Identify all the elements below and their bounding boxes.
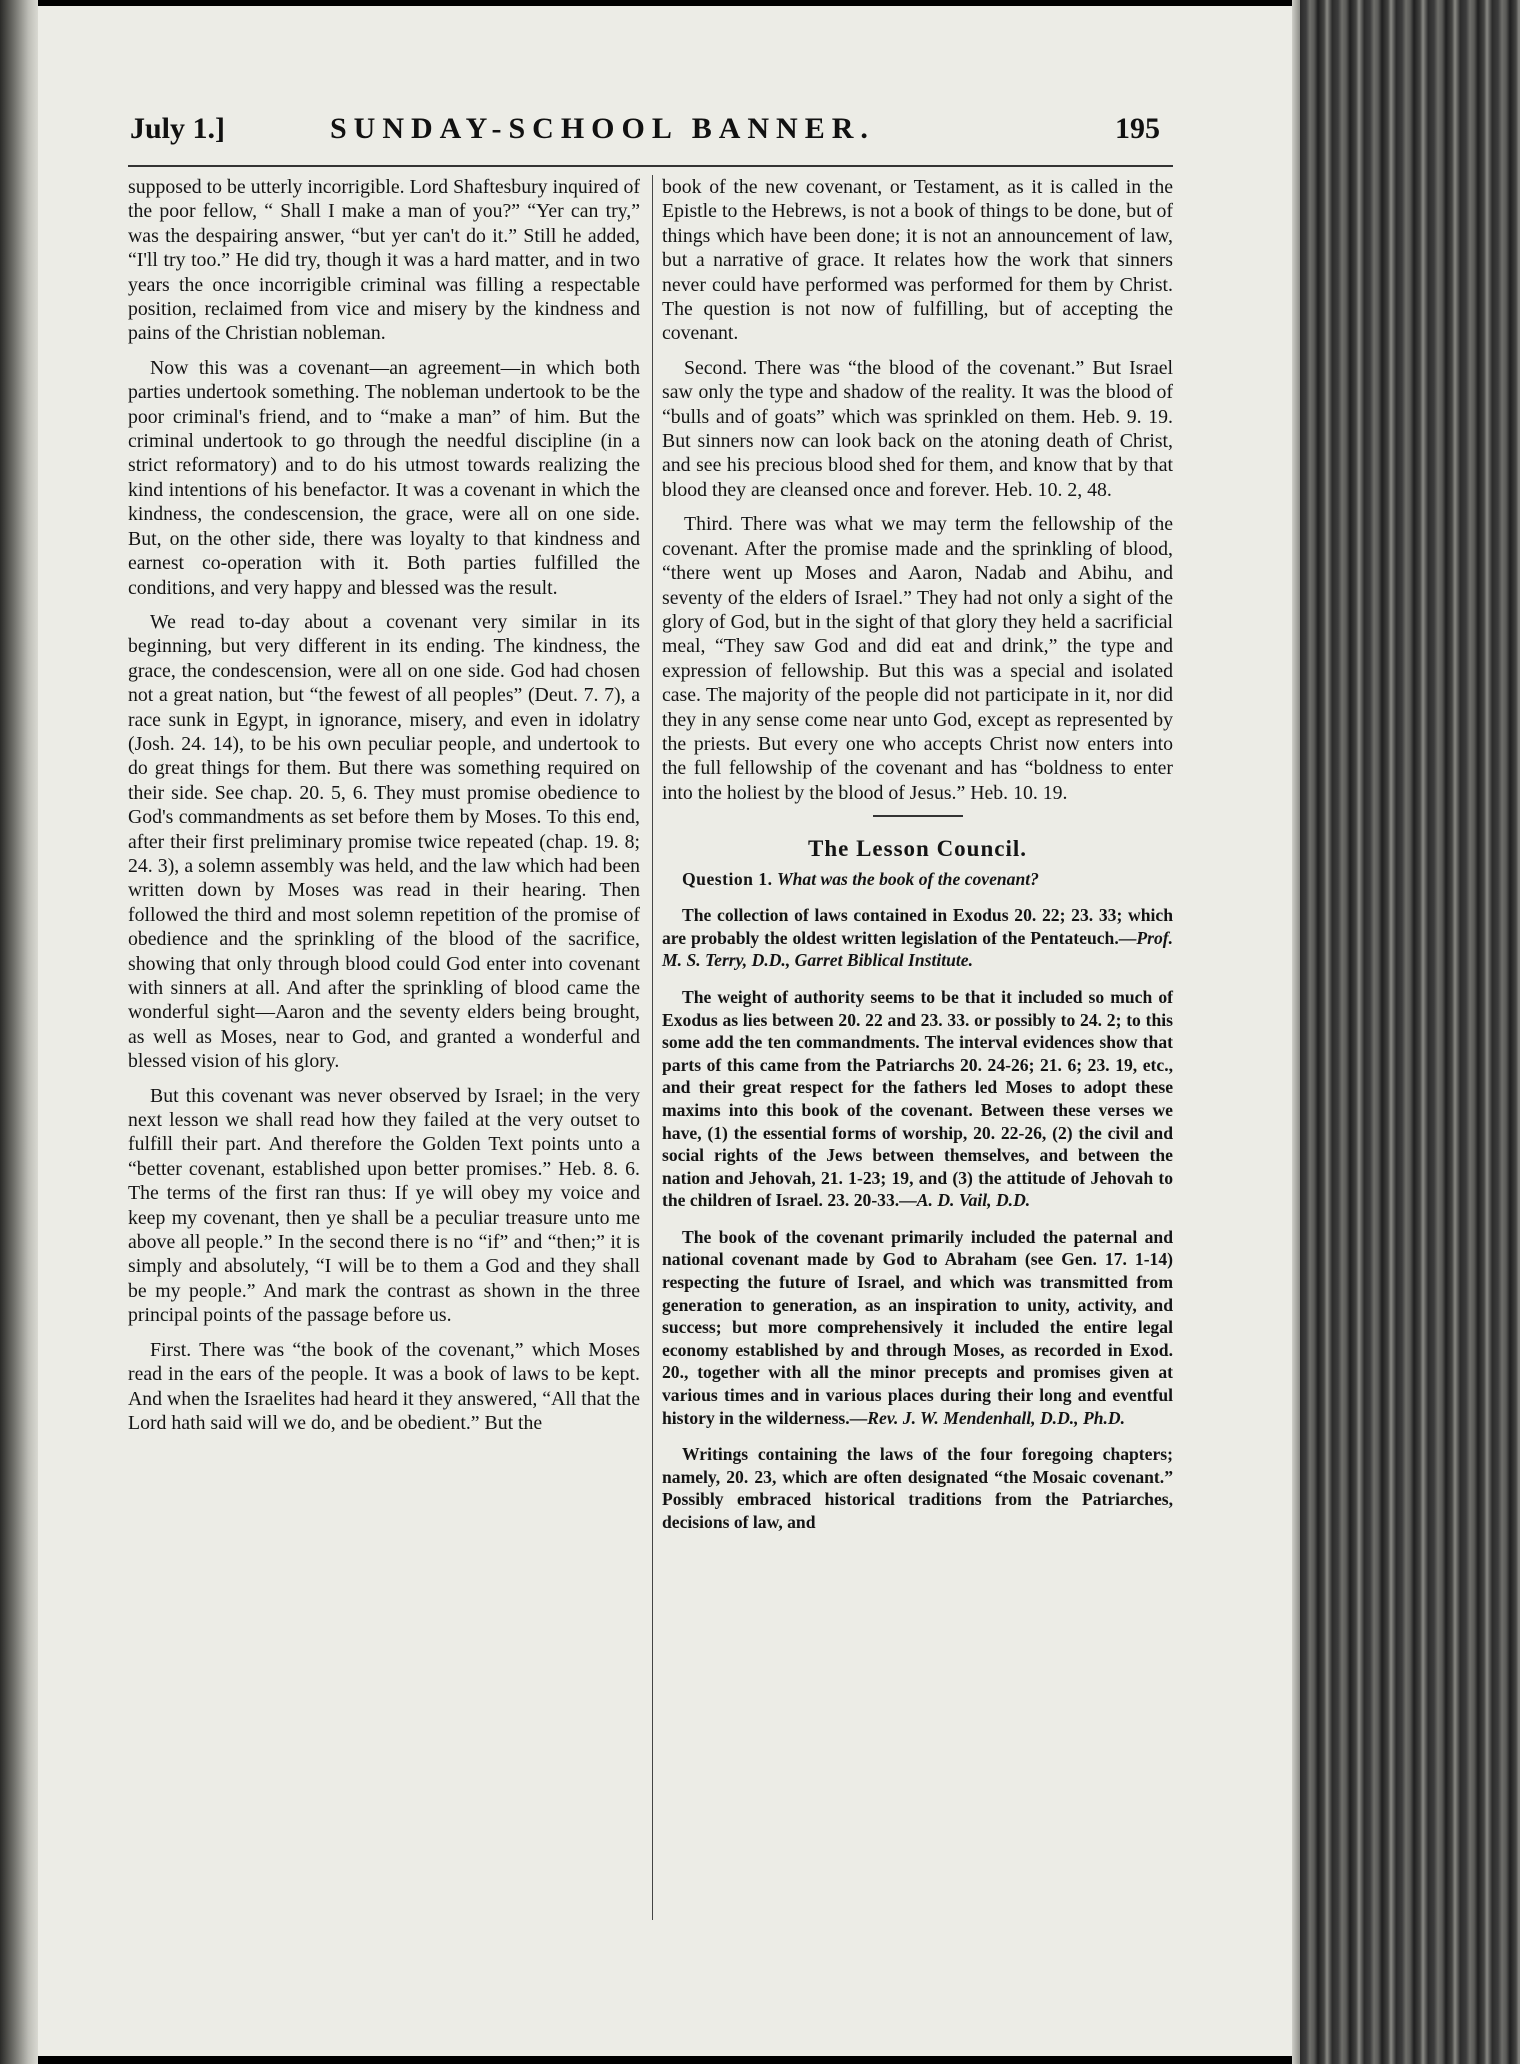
answer-citation: A. D. Vail, D.D. (916, 1190, 1031, 1211)
paragraph: Now this was a covenant—an agreement—in which both parties undertook something. The nobleman undertook to be the poor criminal's friend, and to “make a man” of him. But the criminal undertook to go through the needful discipline (in a strict reformatory) and to do his utmost towards realizing the kind intentions of his benefactor. It was a covenant in which the kindness, the condescension, the grace, were all on one side. But, on the other side, there was loyalty to that kindness and earnest co-operation with it. Both parties fulfilled the conditions, and very happy and blessed was the result. (128, 356, 640, 599)
question (662, 868, 1173, 891)
question-label: Question 1. (682, 868, 773, 889)
column-divider (652, 175, 653, 1920)
paragraph: Third. There was what we may term the fellowship of the covenant. After the promise made and the sprinkling of blood, “there went up Moses and Aaron, Nadab and Abihu, and seventy of the elders of Israel.” They had not only a sight of the glory of God, but in the sight of that glory they held a sacrificial meal, “They saw God and did eat and drink,” the type and expression of fellowship. But this was a special and isolated case. The majority of the people did not participate in it, nor did they in any sense come near unto God, except as represented by the priests. But every one who accepts Christ now enters into the full fellowship of the covenant and has “boldness to enter into the holiest by the blood of Jesus.” Heb. 10. 19. (662, 513, 1173, 804)
page-number: 195 (1115, 112, 1160, 145)
header-date: July 1.] (130, 112, 226, 145)
header-title: SUNDAY-SCHOOL BANNER. (330, 112, 875, 145)
answer-text: The weight of authority seems to be that it included so much of Exodus as lies between 20. 22 and 23. 33. or possibly to 24. 2; to this some add the ten commandments. The interval evidences show that parts of this came from the Patriarchs 20. 24-26; 21. 6; 23. 19, etc., and their great respect for the fathers led Moses to adopt these maxims into this book of the covenant. Between these verses we have, (1) the essential forms of worship, 20. 22-26, (2) the civil and social rights of the Jews between themselves, and between the nation and Jehovah, 21. 1-23; 19, and (3) the attitude of Jehovah to the children of Israel. 23. 20-33.— (662, 986, 1173, 1211)
section-rule (873, 815, 963, 817)
question-text: What was the book of the covenant? (776, 868, 1039, 889)
paragraph: First. There was “the book of the covenant,” which Moses read in the ears of the people. It was a book of laws to be kept. And when the Israelites had heard it they answered, “All that the Lord hath said will we do, and be obedient.” But the (128, 1338, 640, 1434)
answer (662, 1443, 1173, 1533)
answer-citation: Rev. J. W. Mendenhall, D.D., Ph.D. (867, 1407, 1126, 1428)
paragraph: We read to-day about a covenant very similar in its beginning, but very different in its ending. The kindness, the grace, the condescension, were all on one side. God had chosen not a great nation, but “the fewest of all peoples” (Deut. 7. 7), a race sunk in Egypt, in ignorance, misery, and even in idolatry (Josh. 24. 14), to be his own peculiar people, and undertook to do great things for them. But there was something required on their side. See chap. 20. 5, 6. They must promise obedience to God's commandments as set before them by Moses. To this end, after their first preliminary promise twice repeated (chap. 19. 8; 24. 3), a solemn assembly was held, and the law which had been written down by Moses was read in their hearing. Then followed the third and most solemn repetition of the promise of obedience and the sprinkling of the blood of the sacrifice, showing that only through blood could God enter into covenant with sinners at all. And after the sprinkling of blood came the wonderful sight—Aaron and the seventy elders being brought, as well as Moses, near to God, and granted a wonderful and blessed vision of his glory. (128, 610, 640, 1073)
answer-citation: Prof. M. S. Terry, D.D., Garret Biblical Institute. (662, 927, 1173, 971)
answer-text: The book of the covenant primarily included the paternal and national covenant made by God to Abraham (see Gen. 17. 1-14) respecting the future of Israel, and which was transmitted from generation to generation, as an inspiration to unity, activity, and success; but more comprehensively it included the entire legal economy established by and through Moses, as recorded in Exod. 20., together with all the minor precepts and promises given at various times and in various places during their long and eventful history in the wilderness.— (662, 1226, 1173, 1428)
header-rule (128, 165, 1173, 167)
answer (662, 1226, 1173, 1429)
running-header (90, 112, 1170, 160)
paragraph: But this covenant was never observed by Israel; in the very next lesson we shall read how they failed at the very outset to fulfill their part. And therefore the Golden Text points unto a “better covenant, established upon better promises.” Heb. 8. 6. The terms of the first ran thus: If ye will obey my voice and keep my covenant, then ye shall be a peculiar treasure unto me above all people.” In the second there is no “if” and “then;” it is simply and absolutely, “I will be to them a God and they shall be my people.” And mark the contrast as shown in the three principal points of the passage before us. (128, 1084, 640, 1327)
left-page-edge (0, 0, 38, 2064)
answer (662, 986, 1173, 1212)
section-heading: The Lesson Council. (807, 836, 1027, 862)
answer-text: Writings containing the laws of the four foregoing chapters; namely, 20. 23, which are often designated “the Mosaic covenant.” Possibly embraced historical traditions from the Patriarches, decisions of law, and (662, 1444, 1173, 1532)
paragraph: book of the new covenant, or Testament, as it is called in the Epistle to the Hebrews, is not a book of things to be done, but of things which have been done; it is not an announcement of law, but a narrative of grace. It relates how the work that sinners never could have performed was performed for them by Christ. The question is not now of fulfilling, but of accepting the covenant. (662, 176, 1173, 345)
right-column (662, 175, 1173, 1548)
book-spine (1300, 0, 1520, 2064)
paragraph: supposed to be utterly incorrigible. Lord Shaftesbury inquired of the poor fellow, “ Shall I make a man of you?” “Yer can try,” was the despairing answer, “but yer can't do it.” Still he added, “I'll try too.” He did try, though it was a hard matter, and in two years the once incorrigible criminal was filling a respectable position, reclaimed from vice and misery by the kindness and pains of the Christian nobleman. (128, 176, 640, 345)
left-column (128, 175, 640, 1445)
answer-text: The collection of laws contained in Exodus 20. 22; 23. 33; which are probably the oldest written legislation of the Pentateuch.— (662, 905, 1173, 948)
paragraph: Second. There was “the blood of the covenant.” But Israel saw only the type and shadow of the reality. It was the blood of “bulls and of goats” which was sprinkled on them. Heb. 9. 19. But sinners now can look back on the atoning death of Christ, and see his precious blood shed for them, and know that by that blood they are cleansed once and forever. Heb. 10. 2, 48. (662, 356, 1173, 501)
lesson-council (662, 868, 1173, 1534)
answer (662, 904, 1173, 972)
